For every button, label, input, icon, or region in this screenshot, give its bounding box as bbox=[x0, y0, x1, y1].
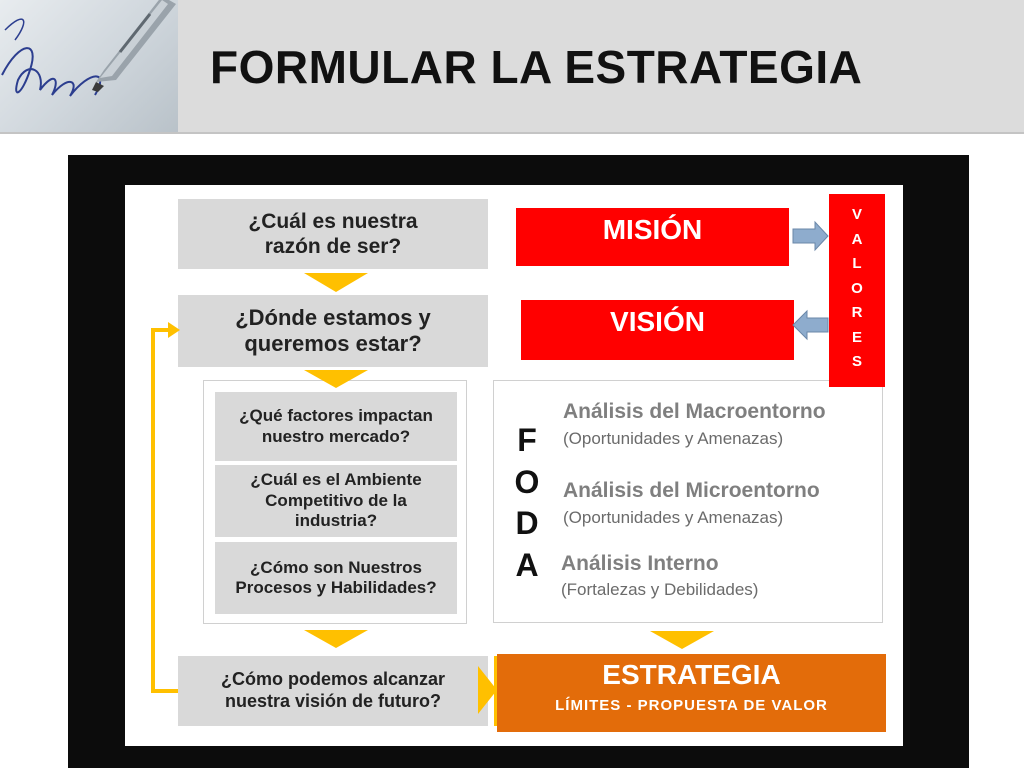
valores-letter: E bbox=[851, 328, 862, 346]
left-arrow-icon bbox=[793, 311, 828, 339]
foda-letter: A bbox=[515, 546, 539, 583]
estrategia-title: ESTRATEGIA bbox=[602, 659, 781, 690]
analysis-macro-title: Análisis del Macroentorno bbox=[563, 400, 826, 423]
question-text: ¿Cómo podemos alcanzar nuestra visión de futuro? bbox=[220, 669, 446, 711]
question-text: ¿Cuál es nuestra razón de ser? bbox=[248, 209, 418, 258]
estrategia-subtitle: LÍMITES - PROPUESTA DE VALOR bbox=[555, 697, 828, 714]
right-arrow-icon bbox=[494, 656, 497, 726]
foda-letter: O bbox=[514, 463, 540, 500]
down-arrow-icon bbox=[304, 273, 368, 292]
vision-label: VISIÓN bbox=[610, 306, 705, 337]
valores-letter: S bbox=[851, 353, 862, 370]
foda-letter: F bbox=[517, 422, 537, 458]
valores-letter: R bbox=[851, 304, 863, 321]
valores-letter: L bbox=[852, 255, 862, 272]
foda-letter: D bbox=[515, 505, 539, 541]
analysis-micro-sub: (Oportunidades y Amenazas) bbox=[563, 508, 784, 527]
question-text: ¿Dónde estamos y queremos estar? bbox=[235, 304, 431, 356]
feedback-loop-line bbox=[153, 330, 178, 691]
question-text: ¿Cómo son Nuestros Procesos y Habilidades? bbox=[235, 557, 437, 597]
down-arrow-icon bbox=[650, 631, 714, 649]
valores-letter: V bbox=[851, 206, 862, 223]
mision-label: MISIÓN bbox=[602, 214, 703, 245]
analysis-interno-title: Análisis Interno bbox=[561, 552, 719, 575]
page-title: FORMULAR LA ESTRATEGIA bbox=[210, 41, 863, 93]
valores-letter: O bbox=[851, 279, 863, 297]
analysis-macro-sub: (Oportunidades y Amenazas) bbox=[563, 429, 784, 448]
right-arrow-icon bbox=[793, 222, 828, 250]
down-arrow-icon bbox=[304, 370, 368, 388]
analysis-interno-sub: (Fortalezas y Debilidades) bbox=[561, 580, 759, 599]
right-arrow-icon bbox=[168, 322, 180, 338]
down-arrow-icon bbox=[304, 630, 368, 648]
valores-letter: A bbox=[851, 230, 863, 248]
question-text: ¿Qué factores impactan nuestro mercado? bbox=[239, 406, 433, 446]
analysis-micro-title: Análisis del Microentorno bbox=[563, 479, 820, 502]
question-text: ¿Cuál es el Ambiente Competitivo de la industria? bbox=[250, 470, 422, 531]
